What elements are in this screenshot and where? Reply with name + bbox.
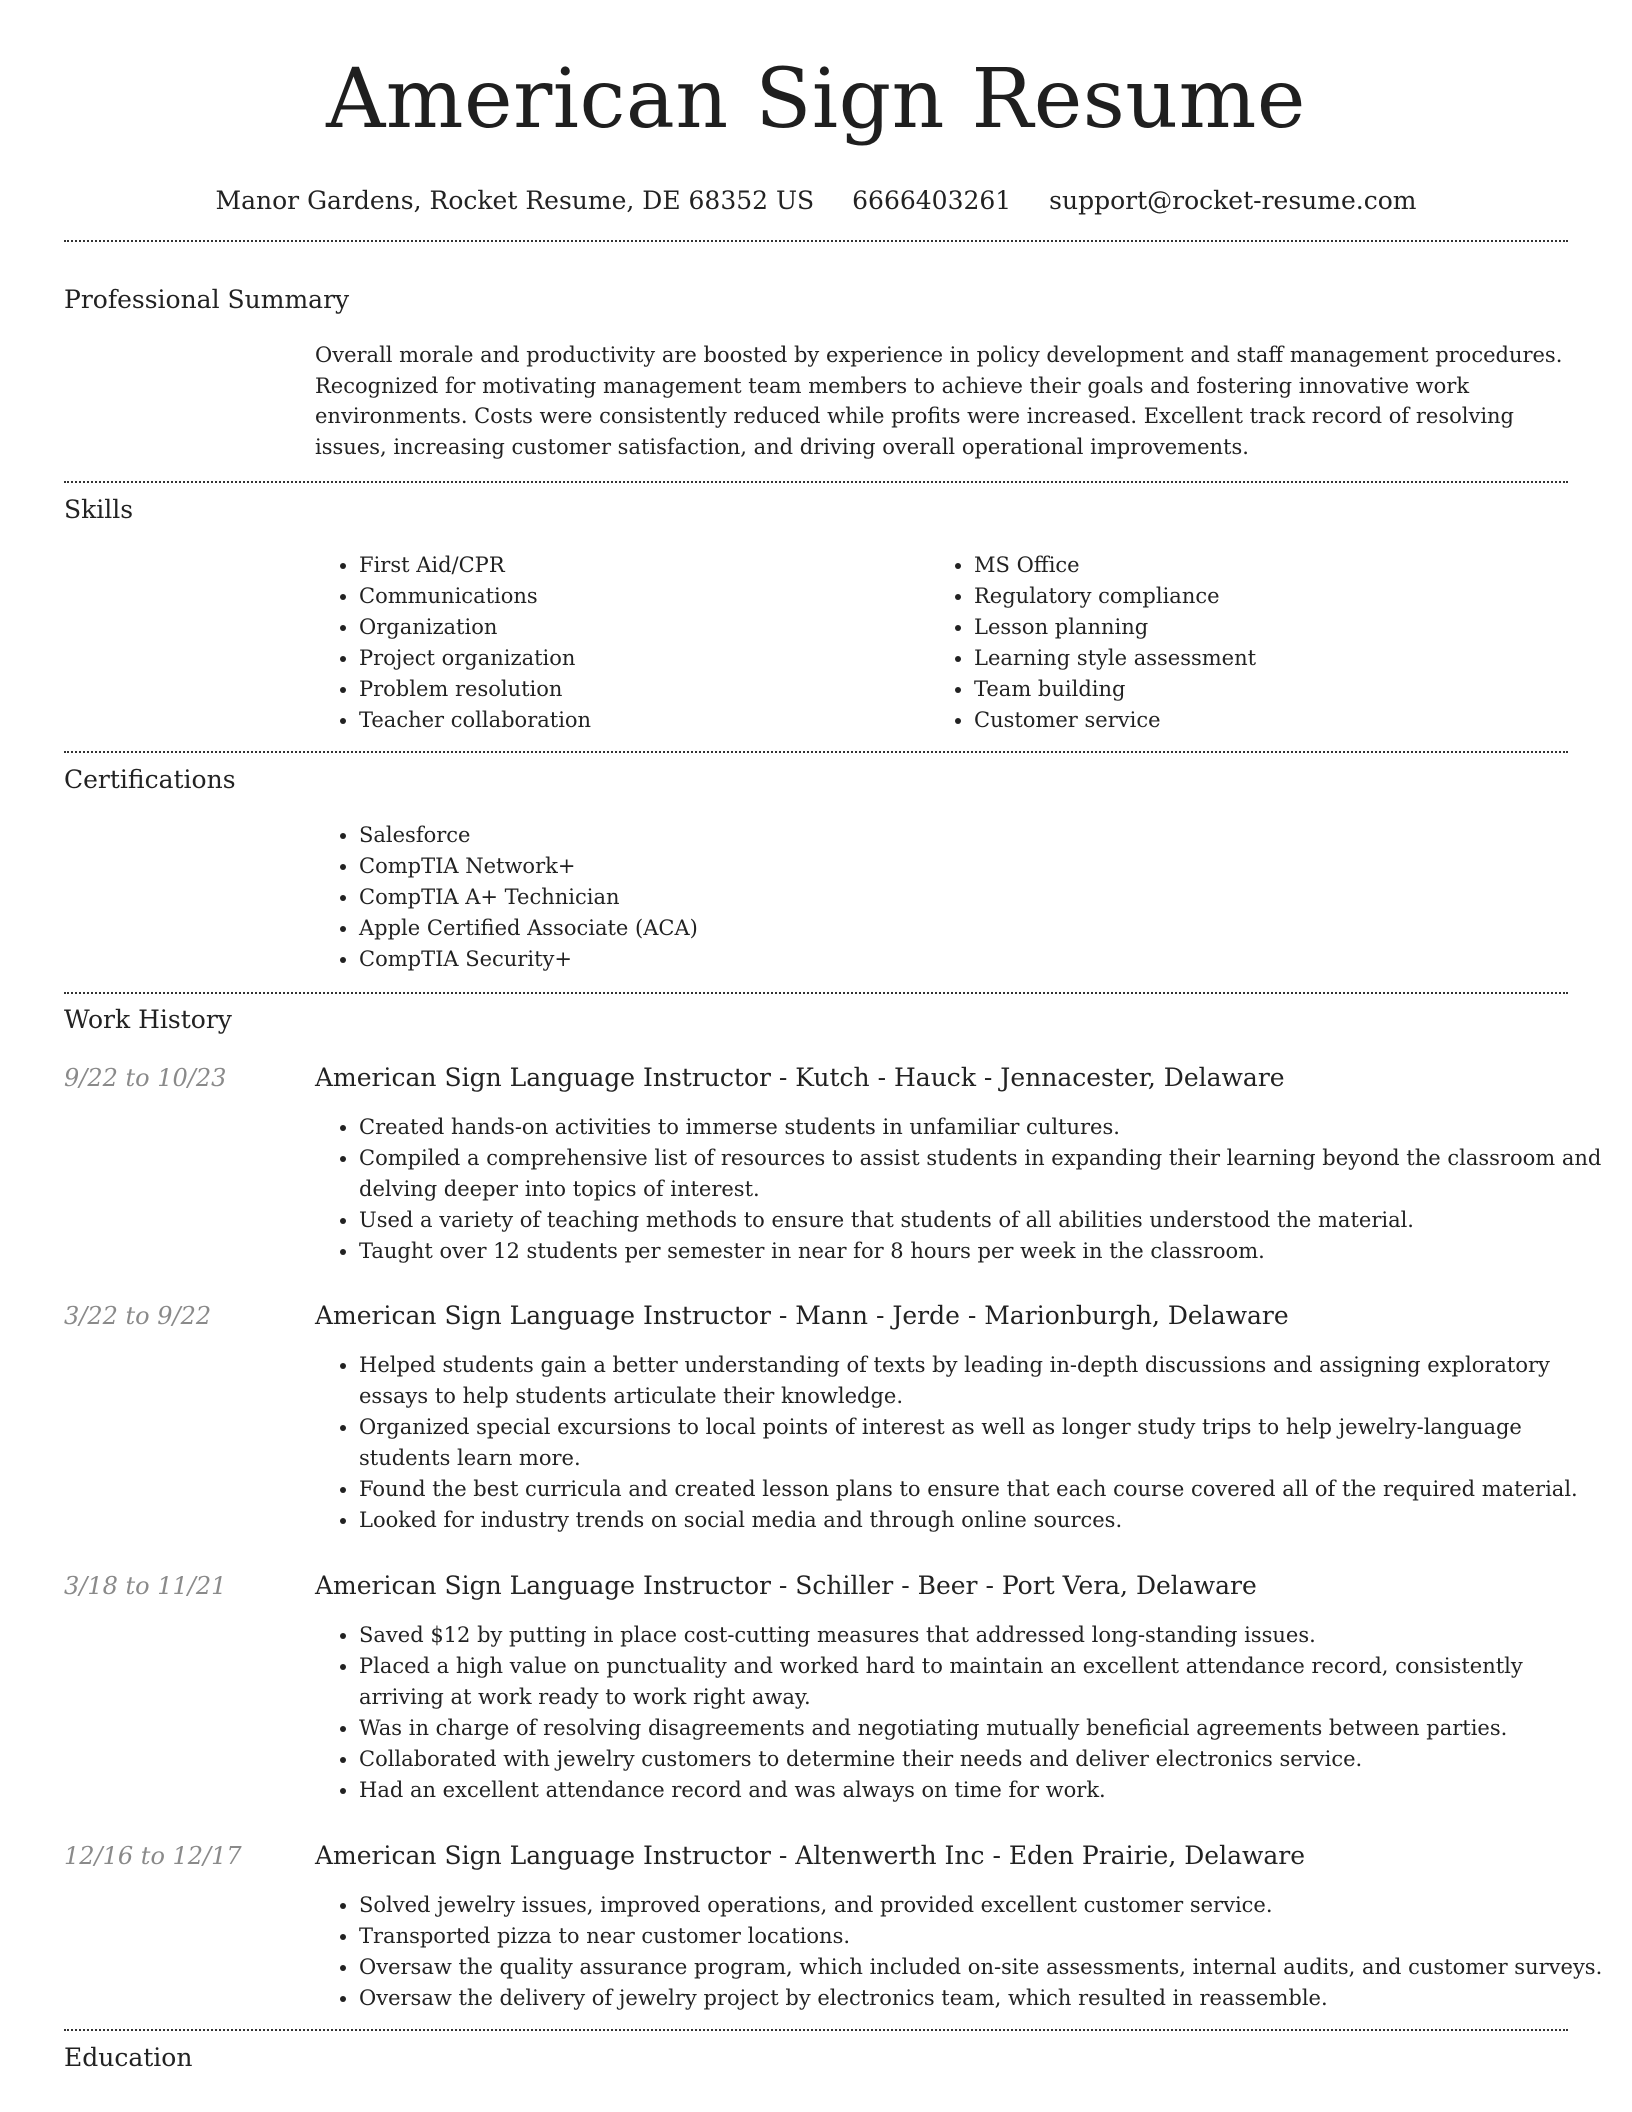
list-item: • Apple Certified Associate (ACA) — [359, 913, 1559, 944]
list-item: • Regulatory compliance — [974, 581, 1594, 612]
list-item: • Saved $12 by putting in place cost-cutting measures that addressed long-standing issues. — [359, 1620, 1612, 1651]
list-item: • Communications — [359, 581, 919, 612]
list-item: • Lesson planning — [974, 612, 1594, 643]
list-item: • Looked for industry trends on social media and through online sources. — [359, 1505, 1612, 1536]
section-title-skills: Skills — [64, 495, 134, 524]
job-bullets — [315, 1890, 1612, 2014]
list-item: • CompTIA Network+ — [359, 851, 1559, 882]
list-item: • Salesforce — [359, 820, 1559, 851]
list-item: • Teacher collaboration — [359, 705, 919, 736]
job-bullets — [315, 1620, 1612, 1806]
list-item: • Placed a high value on punctuality and worked hard to maintain an excellent attendance record, consistently arriving at work ready to work right away. — [359, 1651, 1612, 1713]
job-bullets — [315, 1350, 1612, 1536]
list-item: • Oversaw the delivery of jewelry project by electronics team, which resulted in reassemble. — [359, 1983, 1612, 2014]
summary-text: Overall morale and productivity are boosted by experience in policy development and staff management procedures. Recognized for motivating management team members to achieve their goals and fostering innovative work environments. Costs were consistently reduced while profits were increased. Excellent track record of resolving issues, increasing customer satisfaction, and driving overall operational improvements. — [315, 343, 1563, 459]
list-item: • Found the best curricula and created lesson plans to ensure that each course covered all of the required material. — [359, 1474, 1612, 1505]
section-title-summary: Professional Summary — [64, 285, 350, 314]
list-item: • Transported pizza to near customer locations. — [359, 1921, 1612, 1952]
job-dates: 3/22 to 9/22 — [64, 1302, 212, 1330]
certifications-list — [315, 820, 1559, 975]
list-item: • Collaborated with jewelry customers to determine their needs and deliver electronics service. — [359, 1744, 1612, 1775]
job-title: American Sign Language Instructor - Kutch - Hauck - Jennacester, Delaware — [315, 1063, 1285, 1092]
section-divider — [64, 481, 1568, 483]
job-title: American Sign Language Instructor - Mann - Jerde - Marionburgh, Delaware — [315, 1301, 1289, 1330]
job-bullets — [315, 1112, 1612, 1267]
section-title-certifications: Certifications — [64, 765, 236, 794]
job-title: American Sign Language Instructor - Schiller - Beer - Port Vera, Delaware — [315, 1571, 1257, 1600]
list-item: • CompTIA Security+ — [359, 944, 1559, 975]
list-item: • Organization — [359, 612, 919, 643]
skills-list-right — [930, 550, 1594, 736]
job-dates: 3/18 to 11/21 — [64, 1572, 227, 1600]
contact-phone: 6666403261 — [852, 186, 1012, 215]
job-title: American Sign Language Instructor - Altenwerth Inc - Eden Prairie, Delaware — [315, 1841, 1306, 1870]
list-item: • Created hands-on activities to immerse students in unfamiliar cultures. — [359, 1112, 1612, 1143]
list-item: • Used a variety of teaching methods to ensure that students of all abilities understood the material. — [359, 1205, 1612, 1236]
job-dates: 12/16 to 12/17 — [64, 1842, 242, 1870]
contact-address: Manor Gardens, Rocket Resume, DE 68352 US — [215, 186, 815, 215]
skills-list-left — [315, 550, 919, 736]
list-item: • Compiled a comprehensive list of resources to assist students in expanding their learning beyond the classroom and delving deeper into topics of interest. — [359, 1143, 1612, 1205]
list-item: • Customer service — [974, 705, 1594, 736]
section-divider — [64, 992, 1568, 994]
list-item: • Helped students gain a better understanding of texts by leading in-depth discussions and assigning exploratory essays to help students articulate their knowledge. — [359, 1350, 1612, 1412]
list-item: • Solved jewelry issues, improved operations, and provided excellent customer service. — [359, 1890, 1612, 1921]
list-item: • Was in charge of resolving disagreements and negotiating mutually beneficial agreements between parties. — [359, 1713, 1612, 1744]
section-divider — [64, 240, 1568, 242]
list-item: • Learning style assessment — [974, 643, 1594, 674]
contact-line — [0, 184, 1632, 218]
contact-email: support@rocket-resume.com — [1049, 186, 1417, 215]
list-item: • Problem resolution — [359, 674, 919, 705]
list-item: • Had an excellent attendance record and was always on time for work. — [359, 1775, 1612, 1806]
list-item: • Oversaw the quality assurance program, which included on-site assessments, internal audits, and customer surveys. — [359, 1952, 1612, 1983]
list-item: • MS Office — [974, 550, 1594, 581]
section-divider — [64, 751, 1568, 753]
section-divider — [64, 2029, 1568, 2031]
job-dates: 9/22 to 10/23 — [64, 1064, 227, 1092]
list-item: • CompTIA A+ Technician — [359, 882, 1559, 913]
list-item: • Taught over 12 students per semester in near for 8 hours per week in the classroom. — [359, 1236, 1612, 1267]
section-title-work: Work History — [64, 1005, 232, 1034]
list-item: • First Aid/CPR — [359, 550, 919, 581]
list-item: • Project organization — [359, 643, 919, 674]
resume-name: American Sign Resume — [326, 52, 1306, 147]
list-item: • Team building — [974, 674, 1594, 705]
list-item: • Organized special excursions to local points of interest as well as longer study trips to help jewelry-language students learn more. — [359, 1412, 1612, 1474]
section-title-education: Education — [64, 2043, 193, 2072]
